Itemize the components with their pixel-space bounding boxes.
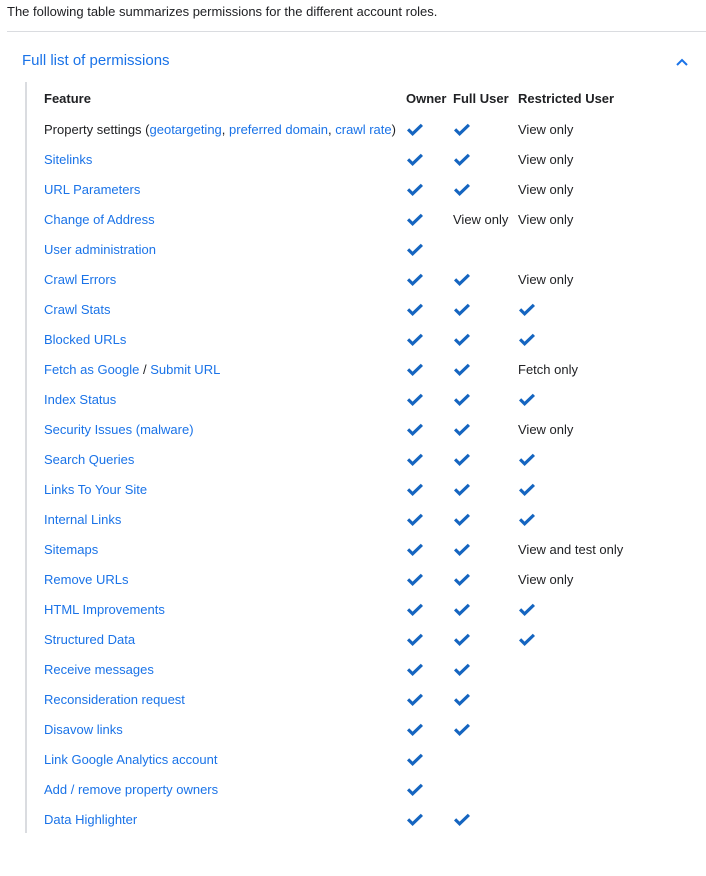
feature-link[interactable]: geotargeting bbox=[149, 121, 222, 137]
table-body bbox=[44, 114, 648, 834]
owner-cell bbox=[406, 654, 453, 684]
owner-cell bbox=[406, 744, 453, 774]
owner-cell bbox=[406, 264, 453, 294]
owner-cell bbox=[406, 594, 453, 624]
checkmark-icon bbox=[406, 753, 424, 767]
checkmark-icon bbox=[453, 633, 471, 647]
full-user-cell bbox=[453, 594, 518, 624]
restricted-user-cell-text: View only bbox=[518, 571, 574, 587]
feature-link[interactable]: Disavow links bbox=[44, 721, 123, 737]
checkmark-icon bbox=[453, 183, 471, 197]
restricted-user-cell-text: Fetch only bbox=[518, 361, 578, 377]
feature-cell bbox=[44, 204, 406, 234]
table-row bbox=[44, 354, 648, 384]
checkmark-icon bbox=[406, 633, 424, 647]
owner-cell bbox=[406, 174, 453, 204]
restricted-user-cell bbox=[518, 534, 648, 564]
checkmark-icon bbox=[453, 513, 471, 527]
restricted-user-cell-text: View only bbox=[518, 151, 574, 167]
owner-cell bbox=[406, 324, 453, 354]
checkmark-icon bbox=[453, 813, 471, 827]
restricted-user-cell bbox=[518, 264, 648, 294]
table-row bbox=[44, 504, 648, 534]
checkmark-icon bbox=[518, 393, 536, 407]
header-full-user: Full User bbox=[453, 90, 509, 106]
feature-link[interactable]: preferred domain bbox=[229, 121, 329, 137]
feature-cell bbox=[44, 534, 406, 564]
owner-cell bbox=[406, 564, 453, 594]
full-user-cell bbox=[453, 564, 518, 594]
checkmark-icon bbox=[518, 303, 536, 317]
full-user-cell-text: View only bbox=[453, 211, 509, 227]
owner-cell bbox=[406, 114, 453, 144]
checkmark-icon bbox=[406, 363, 424, 377]
feature-cell bbox=[44, 504, 406, 534]
feature-link[interactable]: Index Status bbox=[44, 391, 117, 407]
feature-cell bbox=[44, 564, 406, 594]
restricted-user-cell bbox=[518, 324, 648, 354]
owner-cell bbox=[406, 354, 453, 384]
feature-link[interactable]: Remove URLs bbox=[44, 571, 129, 587]
feature-link[interactable]: Crawl Stats bbox=[44, 301, 111, 317]
restricted-user-cell-text: View only bbox=[518, 211, 574, 227]
feature-cell bbox=[44, 114, 406, 144]
feature-cell bbox=[44, 414, 406, 444]
feature-cell bbox=[44, 654, 406, 684]
checkmark-icon bbox=[406, 543, 424, 557]
checkmark-icon bbox=[518, 633, 536, 647]
checkmark-icon bbox=[518, 483, 536, 497]
feature-cell bbox=[44, 474, 406, 504]
table-row bbox=[44, 414, 648, 444]
section-title[interactable]: Full list of permissions bbox=[22, 52, 170, 69]
checkmark-icon bbox=[406, 243, 424, 257]
full-user-cell bbox=[453, 534, 518, 564]
owner-cell bbox=[406, 714, 453, 744]
feature-cell bbox=[44, 174, 406, 204]
checkmark-icon bbox=[406, 603, 424, 617]
checkmark-icon bbox=[453, 603, 471, 617]
feature-link[interactable]: Structured Data bbox=[44, 631, 136, 647]
feature-cell bbox=[44, 384, 406, 414]
header-owner: Owner bbox=[406, 90, 447, 106]
table-row bbox=[44, 204, 648, 234]
restricted-user-cell bbox=[518, 234, 648, 264]
feature-cell bbox=[44, 354, 406, 384]
feature-link[interactable]: Sitelinks bbox=[44, 151, 93, 167]
permissions-panel bbox=[25, 82, 687, 833]
table-row bbox=[44, 474, 648, 504]
feature-text: , bbox=[328, 121, 336, 137]
restricted-user-cell bbox=[518, 684, 648, 714]
feature-link[interactable]: Blocked URLs bbox=[44, 331, 127, 347]
owner-cell bbox=[406, 504, 453, 534]
feature-link[interactable]: HTML Improvements bbox=[44, 601, 165, 617]
table-row bbox=[44, 774, 648, 804]
feature-text: / bbox=[139, 361, 151, 377]
permissions-table bbox=[44, 82, 648, 834]
checkmark-icon bbox=[518, 603, 536, 617]
table-row bbox=[44, 324, 648, 354]
restricted-user-cell bbox=[518, 624, 648, 654]
feature-link[interactable]: Security Issues (malware) bbox=[44, 421, 194, 437]
checkmark-icon bbox=[518, 453, 536, 467]
owner-cell bbox=[406, 384, 453, 414]
checkmark-icon bbox=[453, 573, 471, 587]
full-user-cell bbox=[453, 444, 518, 474]
full-user-cell bbox=[453, 504, 518, 534]
table-row bbox=[44, 294, 648, 324]
feature-cell bbox=[44, 714, 406, 744]
restricted-user-cell bbox=[518, 714, 648, 744]
full-user-cell bbox=[453, 714, 518, 744]
checkmark-icon bbox=[406, 813, 424, 827]
checkmark-icon bbox=[406, 213, 424, 227]
checkmark-icon bbox=[406, 423, 424, 437]
feature-text: , bbox=[221, 121, 230, 137]
feature-link[interactable]: Search Queries bbox=[44, 451, 135, 467]
checkmark-icon bbox=[453, 543, 471, 557]
restricted-user-cell bbox=[518, 654, 648, 684]
restricted-user-cell bbox=[518, 294, 648, 324]
feature-cell bbox=[44, 324, 406, 354]
full-user-cell bbox=[453, 774, 518, 804]
checkmark-icon bbox=[406, 123, 424, 137]
feature-link[interactable]: Sitemaps bbox=[44, 541, 99, 557]
restricted-user-cell-text: View and test only bbox=[518, 541, 624, 557]
table-row bbox=[44, 174, 648, 204]
checkmark-icon bbox=[406, 783, 424, 797]
restricted-user-cell bbox=[518, 474, 648, 504]
feature-cell bbox=[44, 444, 406, 474]
checkmark-icon bbox=[453, 123, 471, 137]
checkmark-icon bbox=[406, 303, 424, 317]
checkmark-icon bbox=[406, 333, 424, 347]
feature-link[interactable]: Internal Links bbox=[44, 511, 122, 527]
full-user-cell bbox=[453, 144, 518, 174]
full-user-cell bbox=[453, 294, 518, 324]
owner-cell bbox=[406, 804, 453, 834]
feature-cell bbox=[44, 804, 406, 834]
feature-cell bbox=[44, 774, 406, 804]
feature-cell bbox=[44, 624, 406, 654]
full-user-cell bbox=[453, 624, 518, 654]
restricted-user-cell-text: View only bbox=[518, 421, 574, 437]
table-header-row bbox=[44, 82, 648, 114]
checkmark-icon bbox=[406, 153, 424, 167]
restricted-user-cell bbox=[518, 414, 648, 444]
permissions-expander[interactable] bbox=[7, 44, 699, 78]
checkmark-icon bbox=[453, 153, 471, 167]
feature-link[interactable]: crawl rate bbox=[335, 121, 392, 137]
table-row bbox=[44, 744, 648, 774]
table-row bbox=[44, 804, 648, 834]
feature-cell bbox=[44, 594, 406, 624]
full-user-cell bbox=[453, 384, 518, 414]
feature-link[interactable]: Crawl Errors bbox=[44, 271, 117, 287]
feature-link[interactable]: Link Google Analytics account bbox=[44, 751, 218, 767]
restricted-user-cell bbox=[518, 114, 648, 144]
checkmark-icon bbox=[453, 303, 471, 317]
checkmark-icon bbox=[453, 363, 471, 377]
full-user-cell bbox=[453, 474, 518, 504]
restricted-user-cell bbox=[518, 804, 648, 834]
full-user-cell bbox=[453, 354, 518, 384]
owner-cell bbox=[406, 624, 453, 654]
checkmark-icon bbox=[453, 273, 471, 287]
restricted-user-cell bbox=[518, 174, 648, 204]
feature-cell bbox=[44, 744, 406, 774]
owner-cell bbox=[406, 144, 453, 174]
full-user-cell bbox=[453, 204, 518, 234]
table-row bbox=[44, 384, 648, 414]
chevron-up-icon[interactable] bbox=[675, 55, 689, 69]
table-row bbox=[44, 444, 648, 474]
feature-cell bbox=[44, 294, 406, 324]
table-row bbox=[44, 654, 648, 684]
table-row bbox=[44, 564, 648, 594]
checkmark-icon bbox=[406, 693, 424, 707]
checkmark-icon bbox=[406, 453, 424, 467]
full-user-cell bbox=[453, 114, 518, 144]
checkmark-icon bbox=[453, 453, 471, 467]
checkmark-icon bbox=[453, 693, 471, 707]
checkmark-icon bbox=[406, 513, 424, 527]
owner-cell bbox=[406, 414, 453, 444]
checkmark-icon bbox=[406, 573, 424, 587]
table-row bbox=[44, 534, 648, 564]
full-user-cell bbox=[453, 324, 518, 354]
feature-link[interactable]: User administration bbox=[44, 241, 156, 257]
checkmark-icon bbox=[453, 483, 471, 497]
table-row bbox=[44, 594, 648, 624]
owner-cell bbox=[406, 474, 453, 504]
restricted-user-cell bbox=[518, 144, 648, 174]
full-user-cell bbox=[453, 414, 518, 444]
checkmark-icon bbox=[453, 393, 471, 407]
feature-text: ) bbox=[391, 121, 396, 137]
checkmark-icon bbox=[406, 183, 424, 197]
full-user-cell bbox=[453, 264, 518, 294]
owner-cell bbox=[406, 234, 453, 264]
full-user-cell bbox=[453, 654, 518, 684]
checkmark-icon bbox=[406, 273, 424, 287]
owner-cell bbox=[406, 774, 453, 804]
checkmark-icon bbox=[453, 663, 471, 677]
table-row bbox=[44, 234, 648, 264]
full-user-cell bbox=[453, 174, 518, 204]
owner-cell bbox=[406, 294, 453, 324]
feature-link[interactable]: Submit URL bbox=[150, 361, 221, 377]
table-row bbox=[44, 144, 648, 174]
table-row bbox=[44, 714, 648, 744]
feature-link[interactable]: Receive messages bbox=[44, 661, 154, 677]
restricted-user-cell bbox=[518, 744, 648, 774]
feature-cell bbox=[44, 144, 406, 174]
table-row bbox=[44, 114, 648, 144]
feature-link[interactable]: Add / remove property owners bbox=[44, 781, 219, 797]
owner-cell bbox=[406, 534, 453, 564]
table-row bbox=[44, 624, 648, 654]
full-user-cell bbox=[453, 234, 518, 264]
restricted-user-cell bbox=[518, 204, 648, 234]
header-feature: Feature bbox=[44, 90, 91, 106]
checkmark-icon bbox=[518, 333, 536, 347]
restricted-user-cell-text: View only bbox=[518, 121, 574, 137]
restricted-user-cell bbox=[518, 564, 648, 594]
table-row bbox=[44, 264, 648, 294]
feature-link[interactable]: Links To Your Site bbox=[44, 481, 148, 497]
owner-cell bbox=[406, 204, 453, 234]
divider bbox=[7, 31, 706, 32]
table-row bbox=[44, 684, 648, 714]
restricted-user-cell bbox=[518, 354, 648, 384]
intro-text: The following table summarizes permissions for the different account roles. bbox=[7, 4, 438, 19]
checkmark-icon bbox=[406, 723, 424, 737]
checkmark-icon bbox=[453, 723, 471, 737]
checkmark-icon bbox=[406, 393, 424, 407]
feature-cell bbox=[44, 264, 406, 294]
feature-cell bbox=[44, 684, 406, 714]
feature-link[interactable]: URL Parameters bbox=[44, 181, 141, 197]
feature-link[interactable]: Change of Address bbox=[44, 211, 155, 227]
feature-cell bbox=[44, 234, 406, 264]
owner-cell bbox=[406, 684, 453, 714]
feature-link[interactable]: Data Highlighter bbox=[44, 811, 138, 827]
checkmark-icon bbox=[406, 663, 424, 677]
full-user-cell bbox=[453, 804, 518, 834]
restricted-user-cell-text: View only bbox=[518, 271, 574, 287]
header-restricted-user: Restricted User bbox=[518, 90, 615, 106]
full-user-cell bbox=[453, 684, 518, 714]
full-user-cell bbox=[453, 744, 518, 774]
checkmark-icon bbox=[406, 483, 424, 497]
restricted-user-cell bbox=[518, 384, 648, 414]
checkmark-icon bbox=[518, 513, 536, 527]
feature-link[interactable]: Fetch as Google bbox=[44, 361, 140, 377]
restricted-user-cell bbox=[518, 594, 648, 624]
checkmark-icon bbox=[453, 423, 471, 437]
checkmark-icon bbox=[453, 333, 471, 347]
restricted-user-cell bbox=[518, 774, 648, 804]
restricted-user-cell bbox=[518, 504, 648, 534]
owner-cell bbox=[406, 444, 453, 474]
feature-link[interactable]: Reconsideration request bbox=[44, 691, 185, 707]
restricted-user-cell-text: View only bbox=[518, 181, 574, 197]
restricted-user-cell bbox=[518, 444, 648, 474]
feature-text: Property settings ( bbox=[44, 121, 150, 137]
